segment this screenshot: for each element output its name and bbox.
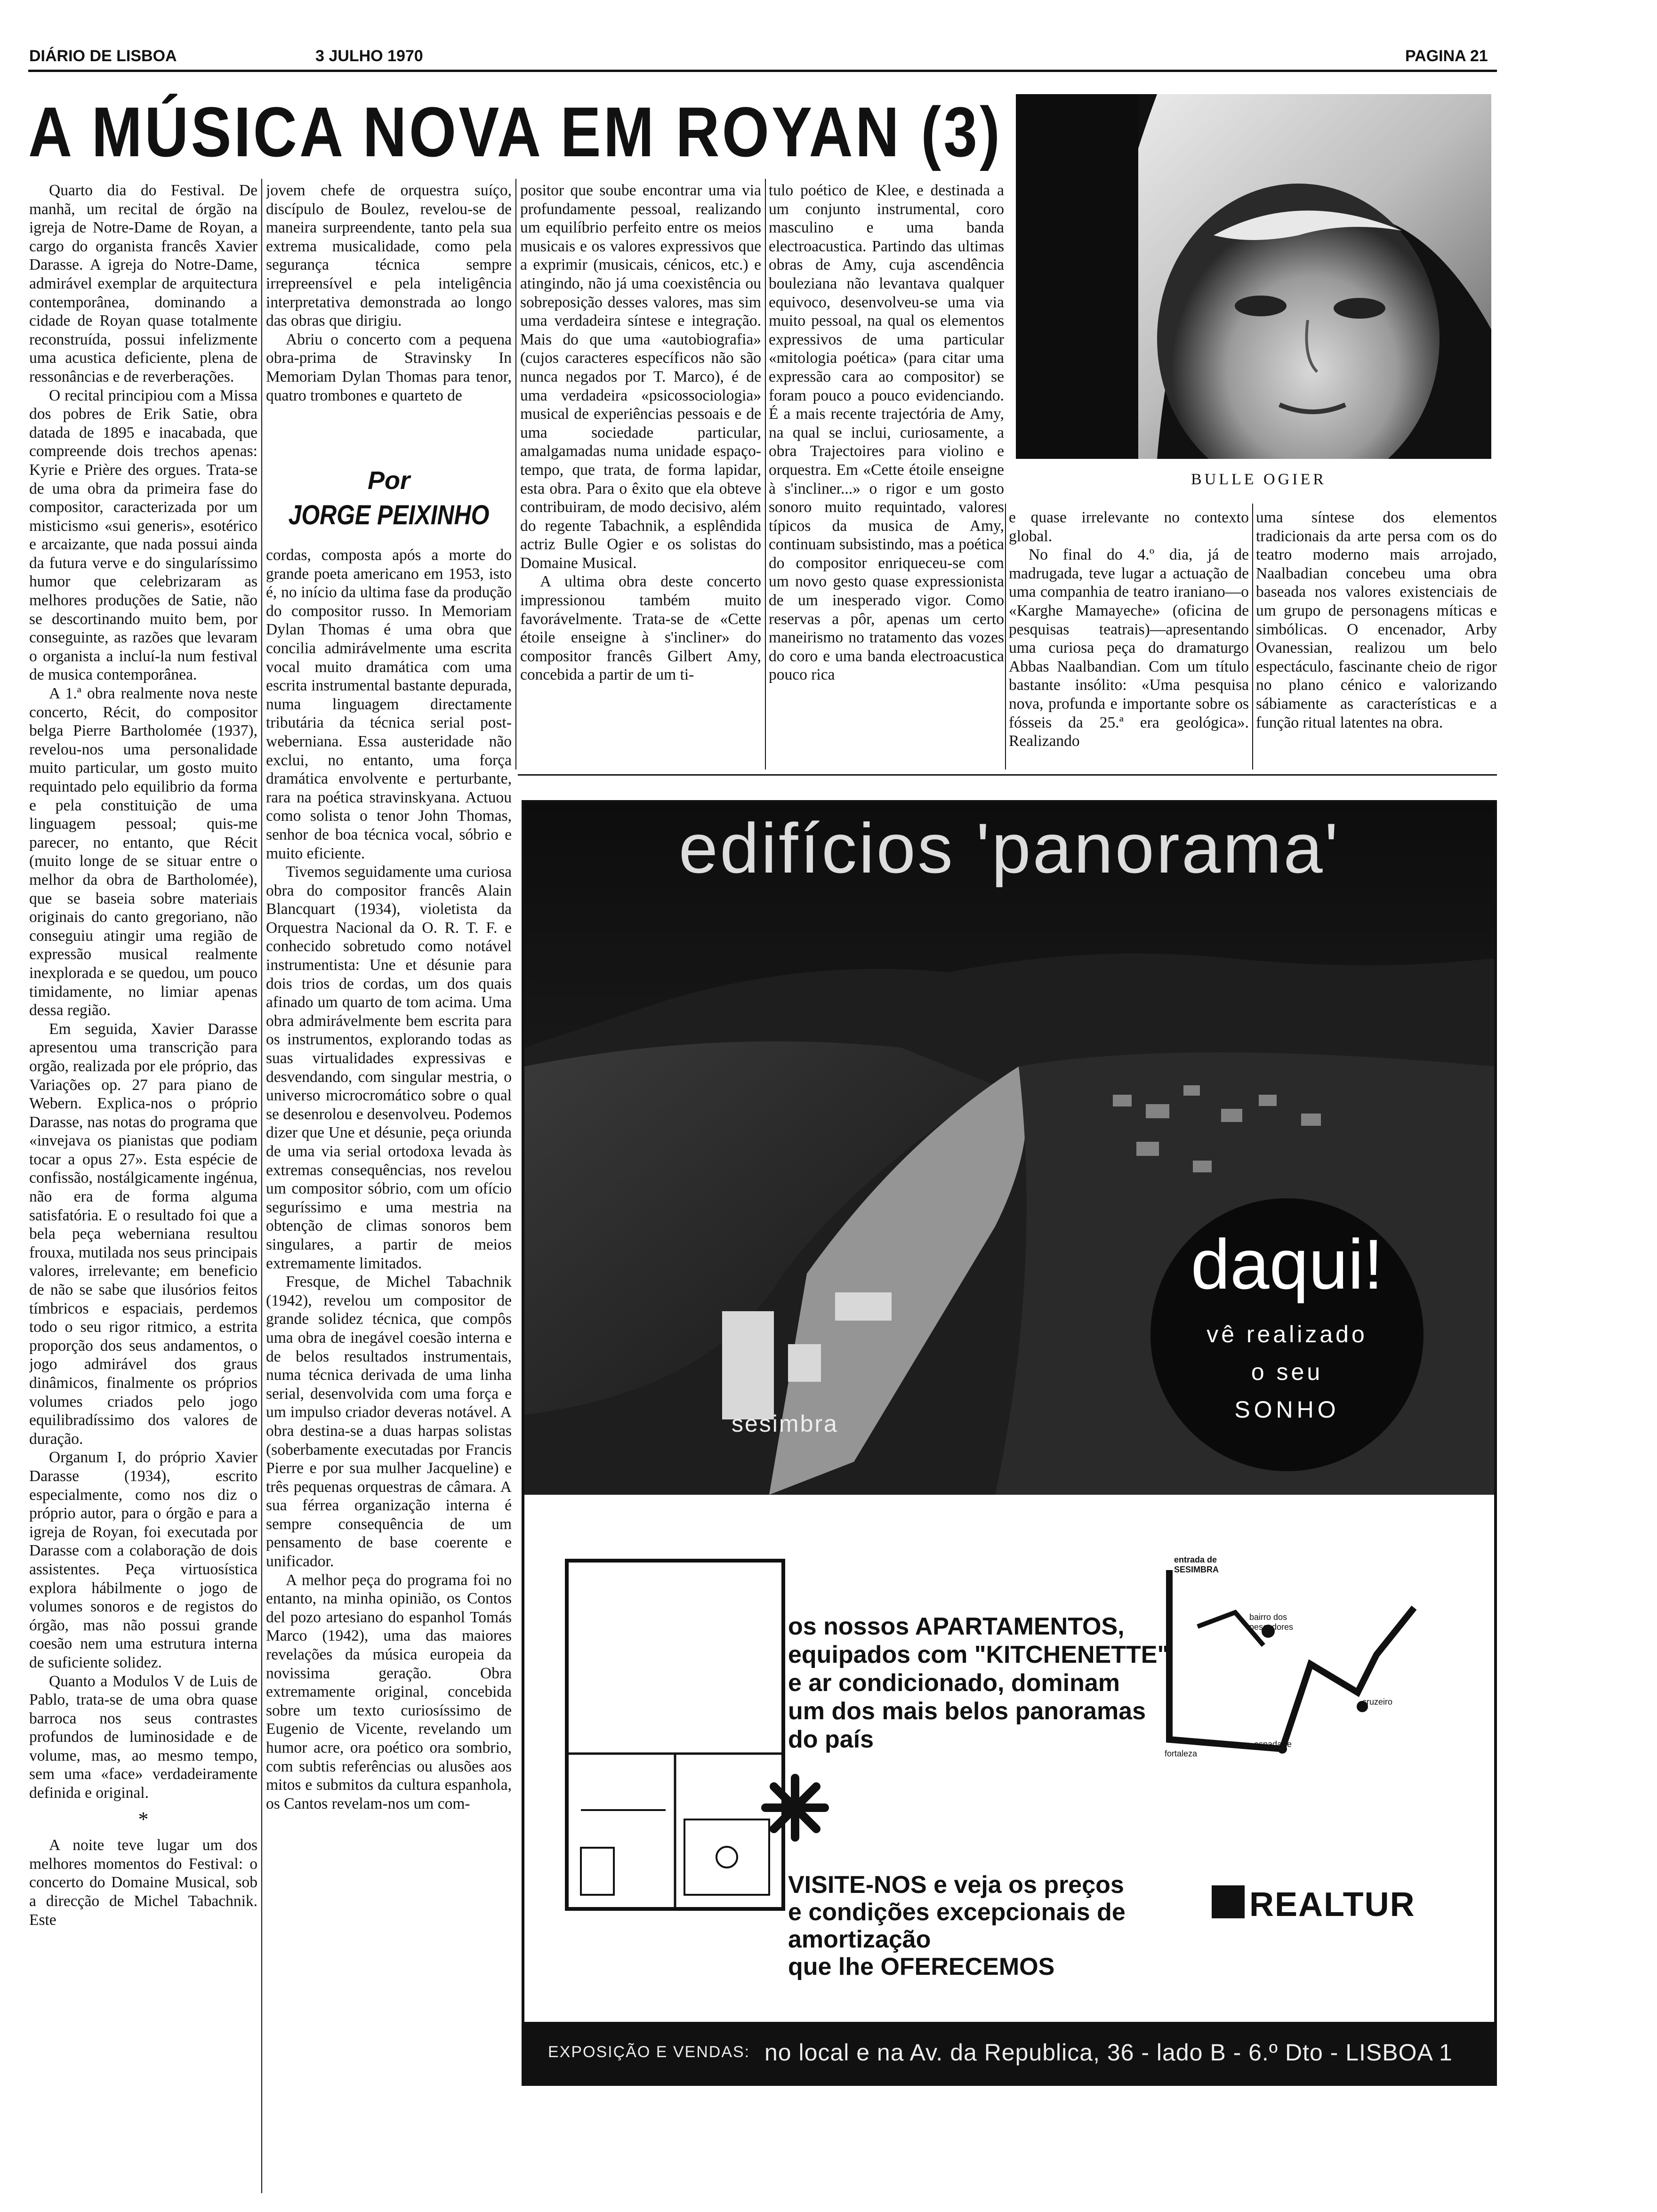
column-divider [765, 179, 766, 769]
ad-text-line: e ar condicionado, dominam [788, 1669, 1120, 1697]
brand-name: REALTUR [1249, 1886, 1416, 1923]
paragraph: O recital principiou com a Missa dos pobres de Erik Satie, obra datada de 1895 e inacabada, que compreende dois trechos apenas: Kyrie e Prière des orgues. Trata-se de uma obra da primeira fase do compositor, caracterizada por um misticismo «sui generis», esotérico e arcaizante, que nada possui ainda da futura verve e do singularíssimo humor que celebrizaram as melhores produções de Satie, não se descortinando muito bem, por conseguinte, as razões que levaram o organista a incluí-la num festival de musica contemporânea. [29, 386, 257, 684]
map-label-espadarte: espadarte [1254, 1739, 1292, 1749]
paragraph: e quase irrelevante no contexto global. [1009, 509, 1249, 545]
paragraph: A 1.ª obra realmente nova neste concerto, Récit, do compositor belga Pierre Bartholomée (1937), revelou-nos uma personalidade muito particular, um gosto muito requintado pelo equilibrio da forma e pela constituição de uma linguagem pessoal; quis-me parecer, no entanto, que Récit (muito longe de se situar entre o melhor da obra de Bartholomée), que se baseia sobre materiais originais do canto gregoriano, não conseguiu atingir uma região de expressão musical realmente inexplorada e se quedou, um pouco timidamente, no limiar apenas dessa região. [29, 685, 257, 1019]
paragraph: cordas, composta após a morte do grande poeta americano em 1953, isto é, no início da ultima fase da produção do compositor russo. In Memoriam Dylan Thomas é uma obra que concilia admirávelmente uma escrita vocal muito dramática com uma escrita instrumental bastante depurada, numa linguagem directamente tributária da técnica serial post-weberniana. Essa austeridade não exclui, no entanto, uma força dramática envolvente e perturbante, rara na poética stravinskyana. Actuou como solista o tenor John Thomas, senhor de boa técnica vocal, sóbrio e muito eficiente. [266, 546, 512, 862]
map-label-fortaleza: fortaleza [1165, 1749, 1198, 1758]
paragraph: No final do 4.º dia, já de madrugada, teve lugar a actuação de uma companhia de teatro iraniano—o «Karghe Mamayeche» (oficina de pesquisas teatrais)—apresentando uma curiosa peça do dramaturgo Abbas Naalbandian. Com um título bastante insólito: «Uma pesquisa nova, profunda e importante sobre os fósseis da 25.ª era geológica». Realizando [1009, 546, 1249, 750]
realtur-advertisement [522, 800, 1497, 2086]
ad-text-line: que lhe OFERECEMOS [788, 1953, 1055, 1980]
masthead-rule [28, 70, 1497, 72]
article-column-2-top [266, 181, 512, 473]
photo-caption: BULLE OGIER [1191, 471, 1327, 488]
article-column-3 [520, 181, 761, 769]
slogan-line: o seu [1251, 1359, 1323, 1385]
article-column-2 [266, 546, 512, 2200]
article-column-4 [769, 181, 1004, 769]
byline-prefix: Por [367, 466, 410, 495]
slogan-line: vê realizado [1207, 1321, 1367, 1347]
paragraph: positor que soube encontrar uma via profundamente pessoal, realizando um equilíbrio perfeito entre os meios musicais e os valores expressivos que a exprimir (musicais, cénicos, etc.) e atingindo, não já uma coexistência ou sobreposição desses valores, mas sim uma verdadeira síntese e integração. Mais do que uma «autobiografia» (cujos caracteres específicos não são nunca negados por T. Marco), é de uma verdadeira «psicossociologia» musical de experiências pessoais e de uma sociedade particular, amalgamadas numa unidade espaço-tempo, que trata, de forma lapidar, esta obra. Para o êxito que ela obteve contribuiram, de modo decisivo, além do regente Tabachnik, a esplêndida actriz Bulle Ogier e os solistas do Domaine Musical. [520, 182, 761, 572]
ad-text-block [788, 1612, 1169, 1754]
paragraph: Em seguida, Xavier Darasse apresentou uma transcrição para orgão, realizada por ele próprio, das Variações op. 27 para piano de Webern. Explica-nos o próprio Darasse, nas notas do programa que «invejava os pianistas que podiam tocar a opus 27». Esta espécie de confissão, nostálgicamente ingénua, não era de forma alguma satisfatória. E o resultado foi que a bela peça weberniana resultou frouxa, mutilada nos seus principais valores, irrelevante; em beneficio de não se sabe que ilusórios feitos tímbricos e espaciais, perdemos todo o seu rigor ritmico, a estrita proporção dos seus andamentos, o jogo admirável dos graus dinâmicos, finalmente os próprios volumes criados pelo jogo equilibradíssimo dos valores de duração. [29, 1020, 257, 1448]
ad-text-line: os nossos APARTAMENTOS, [788, 1613, 1125, 1640]
ad-footer-bar [524, 2022, 1494, 2083]
page-number: PAGINA 21 [1405, 47, 1488, 65]
slogan-headline: daqui! [1190, 1225, 1384, 1304]
paragraph: Abriu o concerto com a pequena obra-prima de Stravinsky In Memoriam Dylan Thomas para tenor, quatro trombones e quarteto de [266, 330, 512, 404]
realtur-logo-mark [1212, 1885, 1245, 1918]
paragraph: Tivemos seguidamente uma curiosa obra do compositor francês Alain Blancquart (1934), violetista da Orquestra Nacional da O. R. T. F. e conhecido sobretudo como notável instrumentista: Une et désunie para dois trios de cordas, um dos quais afinado um quarto de tom acima. Uma obra admirávelmente bem escrita para os instrumentos, explorando todas as suas virtualidades expressivas e desvendando, com singular mestria, o universo microcromático sobre o qual se desenrolou e desenvolveu. Podemos dizer que Une et désunie, peça oriunda de uma via serial ortodoxa levada às extremas consequências, nos revelou um compositor sóbrio, com um ofício seguríssimo e uma mestria na obtenção de climas sonoros bem singulares, a partir de meios extremamente limitados. [266, 863, 512, 1272]
section-separator: * [138, 1807, 149, 1831]
column-divider [1252, 504, 1253, 769]
asterisk-icon [760, 1772, 830, 1843]
byline-author: JORGE PEIXINHO [288, 500, 490, 530]
article-column-1 [29, 181, 257, 2200]
column-divider [515, 179, 516, 769]
column-divider [261, 179, 262, 2193]
location-label: sesimbra [732, 1411, 838, 1437]
apartment-floor-plan [562, 1556, 788, 1914]
paragraph: Quanto a Modulos V de Luis de Pablo, trata-se de uma obra quase barroca nos seus contrastes profundos de luminosidade e de volume, mas, ao mesmo tempo, sem uma «face» verdadeiramente definida e original. [29, 1672, 257, 1802]
paragraph: tulo poético de Klee, e destinada a um conjunto instrumental, coro masculino e uma banda electroacustica. Partindo das ultimas obras de Amy, cuja ascendência bouleziana não levantava qualquer equivoco, desenvolveu-se uma via muito pessoal, na qual os elementos expressivos de uma particular «mitologia poética» (para citar uma expressão cara ao compositor) se foram pouco a pouco evidenciando. É a mais recente trajectória de Amy, na qual se inclui, curiosamente, a obra Trajectoires para violino e orquestra. Em «Cette étoile enseigne à s'incliner...» o rigor e um gosto sonoro muito requintado, valores típicos da musica de Amy, continuam subsistindo, mas a poética do compositor enriqueceu-se com um novo gesto quase expressionista de um inesperado vigor. Como reservas a pôr, apenas um certo maneirismo no tratamento das vozes do coro e uma banda electroacustica pouco rica [769, 182, 1004, 684]
map-label-entrada: entrada de SESIMBRA [1174, 1555, 1219, 1574]
column-divider [1005, 504, 1006, 769]
paragraph: Fresque, de Michel Tabachnik (1942), revelou um compositor de grande solidez técnica, que compôs uma obra de inegável coesão interna e de belos resultados instrumentais, numa técnica derivada de uma linha serial, desenvolvida com uma força e um impulso criador deveras notável. A obra destina-se a duas harpas solistas (soberbamente executadas por Francis Pierre e por sua mulher Jacqueline) e três pequenas orquestras de câmara. A sua férrea organização interna é sempre consequência de um pensamento de base coerente e unificador. [266, 1273, 512, 1571]
paragraph: A ultima obra deste concerto impressionou também muito favorávelmente. Trata-se de «Cette étoile enseigne à s'incliner» do compositor francês Gilbert Amy, concebida a partir de um ti- [520, 573, 761, 684]
article-column-5 [1009, 508, 1249, 769]
map-label-bairro: bairro dos pescadores [1249, 1612, 1294, 1632]
paragraph: A noite teve lugar um dos melhores momentos do Festival: o concerto do Domaine Musical, sob a direcção de Michel Tabachnik. Este [29, 1836, 257, 1929]
ad-text-line: um dos mais belos panoramas [788, 1698, 1146, 1725]
bulle-ogier-portrait-image [1016, 94, 1491, 459]
ad-headline: edifícios 'panorama' [678, 809, 1340, 888]
ad-text-line: VISITE-NOS e veja os preços [788, 1871, 1124, 1899]
paragraph: A melhor peça do programa foi no entanto, na minha opinião, os Contos del pozo artesiano do espanhol Tomás Marco (1942), uma das maiores revelações da música europeia da novissima geração. Obra extremamente original, concebida sobre um texto curiosíssimo de Eugenio de Vicente, revelando um humor acre, ora poético ora sombrio, com subtis referências ou alusões aos mitos e submitos da cultura espanhola, os Cantos revelam-nos um com- [266, 1571, 512, 1812]
ad-text-line: do país [788, 1726, 874, 1753]
portrait-photo [1016, 94, 1491, 459]
slogan-line: SONHO [1234, 1396, 1340, 1423]
ad-text-line: equipados com "KITCHENETTE" [788, 1641, 1169, 1668]
section-rule [518, 774, 1497, 776]
sesimbra-aerial-photo [524, 803, 1494, 1495]
ad-text-line: e condições excepcionais de [788, 1899, 1126, 1926]
newspaper-name: DIÁRIO DE LISBOA [29, 47, 177, 65]
paragraph: Quarto dia do Festival. De manhã, um recital de órgão na igreja de Notre-Dame de Royan, a cargo do organista francês Xavier Darasse. A igreja do Notre-Dame, admirável exemplar de arquitectura contemporânea, dominando a cidade de Royan quase totalmente reconstruída, possui infelizmente uma acustica deficiente, plena de ressonâncias e de reverberações. [29, 182, 257, 385]
ad-visit-block [788, 1871, 1126, 1980]
ad-text-line: amortização [788, 1926, 931, 1953]
article-column-6 [1256, 508, 1497, 769]
article-headline: A MÚSICA NOVA EM ROYAN (3) [28, 92, 1003, 171]
location-map [1160, 1551, 1442, 1777]
issue-date: 3 JULHO 1970 [315, 47, 423, 65]
paragraph: jovem chefe de orquestra suíço, discípulo de Boulez, revelou-se de maneira surpreendente, tanto pela sua extrema musicalidade, como pela segurança técnica sempre irrepreensível e pela inteligência interpretativa demonstrada ao longo das obras que dirigiu. [266, 182, 512, 330]
footer-address: no local e na Av. da Republica, 36 - lado B - 6.º Dto - LISBOA 1 [764, 2039, 1453, 2066]
map-label-cruzeiro: cruzeiro [1362, 1697, 1393, 1707]
footer-label: EXPOSIÇÃO E VENDAS: [548, 2043, 750, 2061]
paragraph: Organum I, do próprio Xavier Darasse (1934), escrito especialmente, como nos diz o próprio autor, para o órgão e para a igreja de Royan, foi executada por Darasse com a colaboração de dois assistentes. Peça virtuosística explora hábilmente o jogo de volumes sonoros e de registos do órgão, mas não possui grande coesão nem uma estrutura interna de suficiente solidez. [29, 1449, 257, 1671]
paragraph: uma síntese dos elementos tradicionais da arte persa com os do teatro moderno mais arrojado, Naalbadian concebeu uma obra baseada nos valores existenciais de um grupo de personagens míticas e simbólicas. O encenador, Arby Ovanessian, realizou um belo espectáculo, fascinante cheio de rigor no plano cénico e valorizando sábiamente as características e a função ritual latentes na obra. [1256, 509, 1497, 731]
